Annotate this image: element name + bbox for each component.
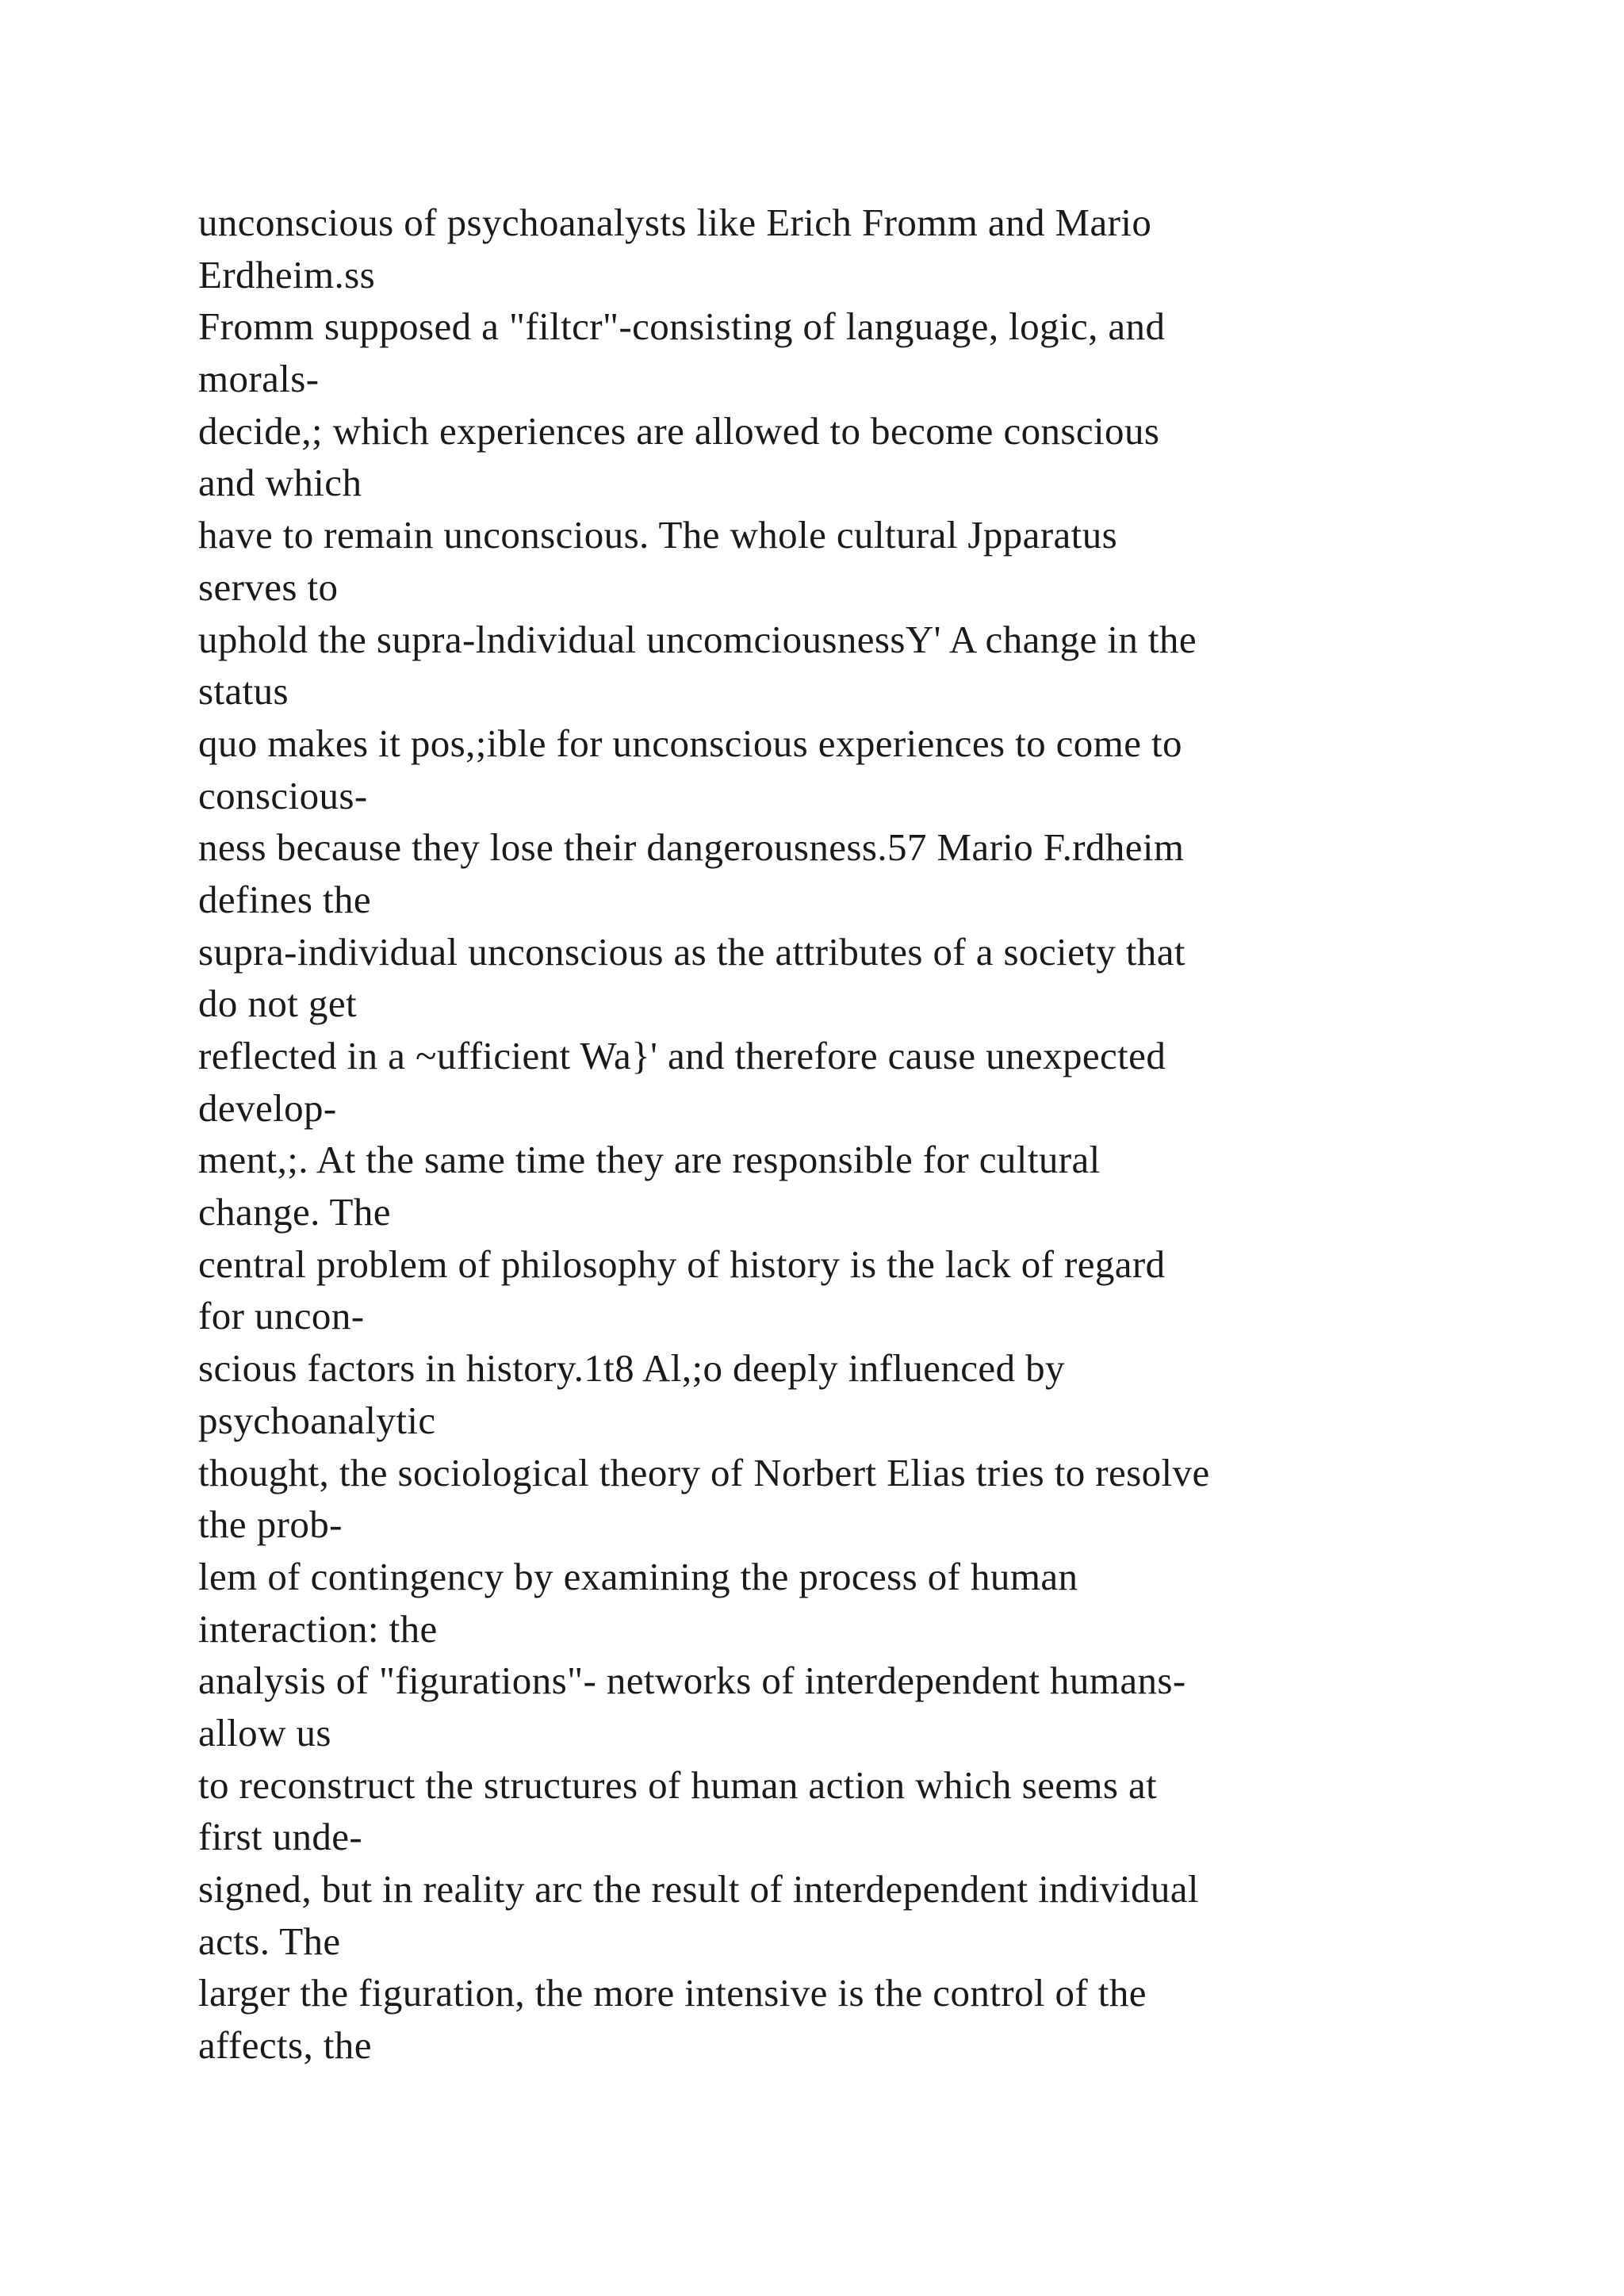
text-line: ness because they lose their dangerousness.57 Mario F.rdheim [198,825,1185,870]
text-line: allow us [198,1710,331,1755]
text-line: uphold the supra-lndividual uncomciousnessY' A change in the [198,617,1197,661]
text-line: have to remain unconscious. The whole cultural Jpparatus [198,513,1118,557]
body-text [198,197,1546,2072]
text-line: central problem of philosophy of history is the lack of regard [198,1242,1166,1286]
text-line: interaction: the [198,1606,438,1651]
text-line: to reconstruct the structures of human action which seems at [198,1762,1158,1807]
text-line: first unde- [198,1815,363,1859]
text-line: status [198,669,289,714]
text-line: signed, but in reality arc the result of interdependent individual [198,1867,1199,1911]
text-line: scious factors in history.1t8 Al,;o deeply influenced by [198,1346,1065,1391]
text-line: psychoanalytic [198,1398,436,1442]
text-line: affects, the [198,2023,372,2068]
text-line: develop- [198,1085,337,1130]
text-line: acts. The [198,1919,341,1963]
text-line: ment,;. At the same time they are responsible for cultural [198,1138,1101,1182]
text-line: do not get [198,982,357,1026]
text-line: and which [198,461,362,505]
text-line: reflected in a ~ufficient Wa}' and therefore cause unexpected [198,1034,1166,1077]
text-line: supra-individual unconscious as the attributes of a society that [198,929,1185,974]
text-line: the prob- [198,1502,343,1547]
text-line: Fromm supposed a "filtcr"-consisting of language, logic, and [198,304,1166,349]
text-line: conscious- [198,773,368,817]
text-line: for uncon- [198,1294,365,1338]
text-line: change. The [198,1190,391,1234]
text-line: analysis of "figurations"- networks of interdependent humans- [198,1659,1186,1703]
text-line: Erdheim.ss [198,252,376,297]
text-line: thought, the sociological theory of Norbert Elias tries to resolve [198,1450,1210,1494]
text-line: decide,; which experiences are allowed to become conscious [198,408,1160,453]
text-line: quo makes it pos,;ible for unconscious experiences to come to [198,721,1182,765]
text-line: unconscious of psychoanalysts like Erich Fromm and Mario [198,201,1152,244]
text-line: lem of contingency by examining the process of human [198,1554,1078,1598]
text-line: serves to [198,564,339,609]
text-line: morals- [198,357,320,401]
text-line: defines the [198,877,372,921]
text-line: larger the figuration, the more intensive is the control of the [198,1971,1147,2015]
